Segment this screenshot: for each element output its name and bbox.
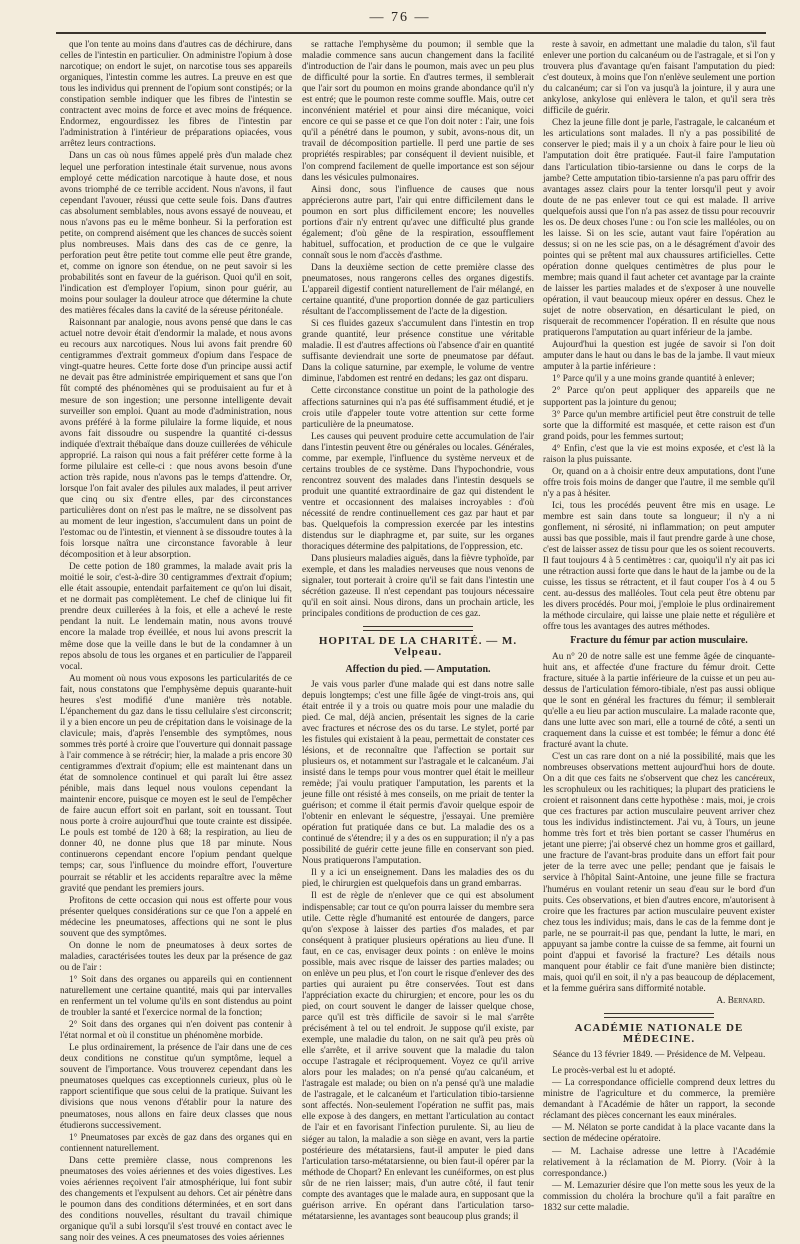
paragraph: Au n° 20 de notre salle est une femme âgée de cinquante-huit ans, et affectée d'une fracture du fémur droit. Cette fracture, située à la partie inférieure de la cuisse et un peu au-dessus de l'articulation fémoro-tibiale, n'est pas aussi oblique que le sont en général les fractures du fémur; il semblerait qu'elle a eu lieu par action musculaire. La malade raconte que, dans une lutte avec son mari, elle a tourné de côté, a senti un craquement dans la cuisse et est tombée; le fémur a donc été fracturé avant la chute.	[543, 651, 775, 750]
paragraph: — M. Lemazurier désire que l'on mette sous les yeux de la commission du choléra la brochure qu'il a fait paraître en 1832 sur cette maladie.	[543, 1180, 775, 1213]
paragraph: 1° Parce qu'il y a une moins grande quantité à enlever;	[552, 374, 755, 385]
header-rule	[56, 32, 766, 34]
paragraph: — La correspondance officielle comprend deux lettres du ministre de l'agriculture et du commerce, la première demandant à l'Académie de hâter un rapport, la seconde réclamant des pièces concernant les eaux minérales.	[543, 1078, 775, 1122]
paragraph: Ici, tous les procédés peuvent être mis en usage. Le membre est sain dans toute sa longueur; il n'y a ni gonflement, ni sérosité, ni inflammation; on peut amputer aussi bas que possible, mais il faut prendre garde à une chose, c'est de laisser assez de tissu pour que les os soient recouverts. Il faut toujours 4 à 5 centimètres : car, quoiqu'il n'y ait pas ici une rétraction aussi forte que dans le haut de la jambe ou de la cuisse, les tissus se rétractent, et il faut couper l'os à 4 ou 5 cent. au-dessus des malléoles. Tout cela peut être obtenu par les divers procédés. Pour moi, j'emploie le plus ordinairement la méthode circulaire, qui laisse une plaie nette et régulière et offre tous les avantages des autres méthodes.	[543, 500, 775, 633]
paragraph: Ainsi donc, sous l'influence de causes que nous apprécierons autre part, l'air qui entre difficilement dans le poumon en sort plus difficilement encore; les nouvelles portions d'air n'y entrent qu'avec une difficulté plus grande également; d'où gêne de la respiration, essoufflement habituel, suffocation, et production de ce que le vulgaire connaît sous le nom d'accès d'asthme.	[302, 184, 534, 261]
paragraph: Profitons de cette occasion qui nous est offerte pour vous présenter quelques considérations sur ce que l'on a appelé en médecine les pneumatoses, affections qui ne sont le plus souvent que des symptômes.	[60, 895, 292, 939]
page-number: — 76 —	[369, 10, 431, 25]
paragraph: 2° Soit dans des organes qui n'en doivent pas contenir à l'état normal et où il constitue un phénomène morbide.	[60, 1020, 292, 1042]
signature: A. Bernard.	[716, 995, 765, 1006]
column-3	[543, 40, 775, 1213]
paragraph: C'est un cas rare dont on a nié la possibilité, mais que les nombreuses observations mettent aujourd'hui hors de doute. On a dit que ces faits ne s'observent que chez les cancéreux, les scrophuleux ou les rachitiques; la plupart des praticiens le croient et raisonnent dans cette hypothèse : mais, moi, je crois que ces fractures par action musculaire peuvent arriver chez tous les individus indistinctement. J'ai vu, à Tours, un jeune homme très fort et très bien portant se casser l'humérus en jetant une pierre; j'ai observé chez un homme gros et gaillard, une fracture de l'avant-bras produite dans un effort fait pour jeter de la terre avec une pelle; pendant que je faisais le service à l'hôpital Saint-Antoine, une jeune fille se fractura l'humérus en voulant retenir un seau d'eau sur le bord d'un puits. Ces observations, et bien d'autres encore, m'autorisent à croire que les fractures par action musculaire peuvent exister chez tous les individus; mais, dans le cas de la femme dont je parle, ne se pourrait-il pas que, pendant la lutte, le mari, en appuyant sa jambe contre la cuisse de sa femme, ait fourni un point d'appui et favorisé la fracture? Les détails nous manquent pour établir ce fait d'une manière bien distincte; mais, quoi qu'il en soit, il n'y a pas beaucoup de déplacement, et la femme guérira sans difformité notable.	[543, 751, 775, 994]
paragraph: De cette potion de 180 grammes, la malade avait pris la moitié le soir, c'est-à-dire 30 centigrammes d'extrait d'opium; elle était assoupie, entendait parfaitement ce qu'on lui disait, et ne dormait pas complètement. Le chef de clinique lui fit prendre deux cuillerées à la fois, et elle a achevé le reste pendant la nuit. Le lendemain matin, nous avons trouvé encore la malade trop éveillée, et nous lui avons prescrit la même dose que la veille dans le but de la condamner à un repos absolu de tous les organes et en particulier de l'appareil vocal.	[60, 562, 292, 672]
paragraph: 3° Parce qu'un membre artificiel peut être construit de telle sorte que la difformité est masquée, et cette raison est d'un grand poids, pour les femmes surtout;	[543, 409, 775, 442]
paragraph: 4° Enfin, c'est que la vie est moins exposée, et c'est là la raison la plus puissante.	[543, 443, 775, 465]
paragraph: Il y a ici un enseignement. Dans les maladies des os du pied, le chirurgien est quelquefois dans un grand embarras.	[302, 868, 534, 890]
paragraph: Le plus ordinairement, la présence de l'air dans une de ces deux conditions ne constitue qu'un symptôme, lequel a souvent de l'importance. Vous trouverez cependant dans les pneumatoses quelques cas exceptionnels curieux, plus où le rapport scientifique que sous celui de la pratique. Suivant les divisions que nous venons d'établir pour la nature des pneumatoses, nous allons en faire deux classes que nous étudierons successivement.	[60, 1043, 292, 1131]
section-ornament	[302, 624, 534, 630]
section-title: HOPITAL DE LA CHARITÉ. — M. Velpeau.	[318, 635, 518, 659]
paragraph: Cette circonstance constitue un point de la pathologie des affections saturnines qui n'a pas été suffisamment étudié, et je crois utile d'appeler toute votre attention sur cette forme particulière de la pneumatose.	[302, 386, 534, 430]
paragraph: 1° Soit dans des organes ou appareils qui en contiennent naturellement une certaine quantité, mais qui par intervalles en renferment un tel volume qu'ils en sont distendus au point de troubler la santé et l'exercice normal de la fonction;	[60, 974, 292, 1019]
paragraph: On donne le nom de pneumatoses à deux sortes de maladies, caractérisées toutes les deux par la présence de gaz ou de l'air :	[60, 940, 292, 973]
paragraph: 2° Parce qu'on peut appliquer des appareils que ne supportent pas la jointure du genou;	[543, 386, 775, 408]
paragraph: Dans plusieurs maladies aiguës, dans la fièvre typhoïde, par exemple, et dans les maladies nerveuses que nous venons de signaler, tout porterait à croire qu'il se fait dans l'intestin une sécrétion gazeuse. Il n'est cependant pas toujours nécessaire qu'il en soit ainsi. Nous dirons, dans un prochain article, les principales conditions de production de ces gaz.	[302, 554, 534, 620]
section-title: Fracture du fémur par action musculaire.	[570, 635, 748, 647]
paragraph: Dans cette première classe, nous comprenons les pneumatoses des voies aériennes et des voies digestives. Les voies aériennes reçoivent l'air atmosphérique, lui font subir des changements et l'expulsent au dehors. Cet air pénètre dans le poumon dans des conditions déterminées, et en sort dans des conditions nouvelles, résultant du travail chimique organique qu'il a subi lorsqu'il s'est trouvé en contact avec le sang noir des veines. A ces pneumatoses des voies aériennes	[60, 1155, 292, 1244]
paragraph: Le procès-verbal est lu et adopté.	[552, 1066, 676, 1077]
paragraph: Or, quand on a à choisir entre deux amputations, dont l'une offre trois fois moins de danger que l'autre, il me semble qu'il n'y a pas à hésiter.	[543, 466, 775, 499]
paragraph: Dans un cas où nous fûmes appelé près d'un malade chez lequel une perforation intestinale était survenue, nous avons employé cette médication narcotique à haute dose, et nous avons triomphé de ce terrible accident. Nous n'avons, il faut cependant l'avouer, réussi que cette seule fois. Dans d'autres cas absolument semblables, nous avons essayé de nouveau, et nous n'avons pas eu le même bonheur. Si la perforation est petite, on comprend aisément que les chances de succès soient plus nombreuses. Mais dans des cas de ce genre, la perforation peut être petite tout comme elle peut être grande, et, comme on ignore son étendue, on ne peut savoir si les probabilités sont en faveur de la guérison. Quoi qu'il en soit, l'indication est d'employer l'opium, sinon pour guérir, au moins pour soulager la douleur atroce que détermine la chute des matières fécales dans la cavité de la séreuse péritonéale.	[60, 151, 292, 317]
paragraph: — M. Lachaise adresse une lettre à l'Académie relativement à la réclamation de M. Piorry. (Voir à la correspondance.)	[543, 1146, 775, 1179]
paragraph: Il est de règle de n'enlever que ce qui est absolument indispensable; car tout ce qu'on pourra laisser du membre sera utile. Cette règle d'humanité est entourée de dangers, parce qu'on s'expose à laisser des parties d'os malades, et par conséquent à pratiquer plusieurs opérations au lieu d'une. Il faut, en ce cas, envisager deux points : on enlève le moins possible, mais avec risque de laisser des parties malades; ou on enlève un peu plus, et l'on court le risque d'enlever des des parties qui auraient pu être conservées. Tout est dans l'appréciation exacte du chirurgien; et encore, pour les os du pied, on court souvent le danger de laisser quelque chose, parce qu'il est très difficile de savoir si le mal s'arrête précisément à tel ou tel endroit. Je suppose qu'il existe, par exemple, une maladie du talon, on ne sait qu'à peu près où elle s'arrête, et il arrive souvent que la maladie du talon occupe l'astragale et réciproquement. Voyez ce qu'il arrive alors pour les malades; on n'a pensé qu'au calcanéum, et l'astragale est malade; ou bien on n'a pensé qu'à une maladie de l'astragale, et le calcanéum et l'articulation tibio-tarsienne sont affectés. Non-seulement l'opération ne suffit pas, mais elle expose à des dangers, en mettant l'articulation au contact de l'air et en favorisant l'infection purulente. Si, au lieu de siéger au talon, la maladie a son siège en avant, vers la partie postérieure des métatarsiens, faut-il amputer le pied dans l'articulation tarso-métatarsienne, ou bien faut-il opérer par la méthode de Chopart? En enlevant les cunéiformes, on est plus sûr de ne rien laisser; mais, d'un autre côté, il faut tenir compte des avantages que le malade aura, en supposant que la guérison arrive. En opérant dans l'articulation tarso-métatarsienne, les avantages sont beaucoup plus grands; il	[302, 891, 534, 1222]
paragraph: Raisonnant par analogie, nous avons pensé que dans le cas actuel notre devoir était d'endormir la malade, et nous avons eu recours aux narcotiques. Nous lui avons fait prendre 60 centigrammes d'extrait gommeux d'opium dans l'espace de vingt-quatre heures. Cette forte dose d'un principe aussi actif ne devait pas être administrée empiriquement et sans que l'on fût compté des phénomènes qui se produisaient au fur et à mesure de son ingestion; une personne intelligente devait surveiller son emploi. Quant au mode d'administration, nous avons préféré à la forme pilulaire la forme liquide, et nous avons fait dissoudre ou suspendre la quantité ci-dessus indiquée d'extrait thébaïque dans douze cuillerées de véhicule approprié. La raison qui nous a fait préférer cette forme à la forme pilulaire est celle-ci : que nous avons besoin d'une action très rapide, nous n'avons pas le temps d'attendre. Or, lorsque l'on fait avaler des pilules aux malades, il peut arriver que cinq ou six d'entre elles, par des circonstances particulières dont on n'est pas le maître, ne se dissolvent pas au moment de leur ingestion, s'accumulent dans un point de l'estomac ou de l'intestin, et viennent à se dissoudre toutes à la fois lorsque naîtra une circonstance favorable à leur décomposition et à leur absorption.	[60, 318, 292, 561]
column-1	[60, 40, 293, 1244]
paragraph: 1° Pneumatoses par excès de gaz dans des organes qui en contiennent naturellement.	[60, 1132, 292, 1154]
academy-title: ACADÉMIE NATIONALE DE MÉDECINE.	[574, 1022, 744, 1046]
paragraph: Si ces fluides gazeux s'accumulent dans l'intestin en trop grande quantité, leur présence constitue une véritable maladie. Il est d'autres affections où l'absence d'air en quantité suffisante deviendrait une sorte de pneumatose par défaut. Dans la colique saturnine, par exemple, le volume de ventre diminue, l'abdomen est rentré en dedans; les gaz ont disparu.	[302, 319, 534, 385]
paragraph: Aujourd'hui la question est jugée de savoir si l'on doit amputer dans le haut ou dans le bas de la jambe. Il vaut mieux amputer à la partie inférieure :	[543, 340, 775, 373]
col1-body	[60, 40, 292, 1244]
paragraph: Au moment où nous vous exposons les particularités de ce fait, nous constatons que l'emphysème depuis quarante-huit heures s'est modifié d'une manière très notable. L'épanchement du gaz dans le tissu cellulaire s'est circonscrit; il y a bien encore un peu de crépitation dans le voisinage de la clavicule; mais, d'après l'ensemble des symptômes, nous sommes très porté à croire que l'ouverture qui donnait passage à l'air commence à se rétrécir; hier, la malade a pris encore 30 centigrammes d'extrait d'opium; elle est maintenant dans un état de somnolence continuel et qui paraît lui être assez pénible, mais dans lequel nous voulons cependant la maintenir encore, puisque ce moyen est le seul de l'empêcher de faire aucun effort soit en parlant, soit en toussant. Tout nous porte à croire aujourd'hui que toute crainte est dissipée. Le pouls est tombé de 120 à 68; la respiration, au lieu de donner 40, ne donne plus que 18 par minute. Nous continuerons cependant encore l'opium pendant quelque temps; car, sous l'influence du moindre effort, l'ouverture pourrait se rétablir et les accidents reparaître avec la même gravité que pendant les premiers jours.	[60, 673, 292, 894]
paragraph: Les causes qui peuvent produire cette accumulation de l'air dans l'intestin peuvent être ou générales ou locales. Générales, comme, par exemple, l'influence du système nerveux et de certains troubles de ce système. Dans l'hypochondrie, vous rencontrez souvent des malades dans l'intestin desquels se produit une quantité extraordinaire de gaz qui distendent le ventre et occasionnent des malaises incroyables : d'où nécessité de rendre continuellement ces gaz par haut et par bas. Quelquefois la compression exercée par les intestins distendus sur le diaphragme et, par suite, sur les organes thoraciques détermine des palpitations, de l'oppression, etc.	[302, 431, 534, 553]
paragraph: reste à savoir, en admettant une maladie du talon, s'il faut enlever une portion du calcanéum ou de l'astragale, et si l'on y trouvera plus d'avantage qu'en faisant l'amputation du pied: c'est douteux, à moins que l'on n'enlève seulement une portion du calcanéum; car si l'on va jusqu'à la jointure, il y aura une ankylose, ankylose qui enlèvera le talon, et qu'il sera très difficile de guérir.	[543, 40, 775, 117]
paragraph: que l'on tente au moins dans d'autres cas de déchirure, dans celles de l'intestin en particulier. On administre l'opium à dose narcotique; on endort le sujet, on narcotise tous ses appareils organiques, l'intestin comme les autres. La preuve en est que tous les individus qui prennent de l'opium sont constipés; or la constipation semble indiquer que les fibres de l'intestin se contractent avec moins de force et avec moins de fréquence. Endormez, engourdissez les fibres de l'intestin par l'administration à l'intérieur de préparations opiacées, vous arrêtez leurs contractions.	[60, 40, 293, 150]
paragraph: Je vais vous parler d'une malade qui est dans notre salle depuis longtemps; c'est une fille âgée de vingt-trois ans, qui était entrée il y a trois ou quatre mois pour une maladie du pied. Ce mal, déjà ancien, présentait les signes de la carie avec fractures et nécrose des os du tarse. Le stylet, porté par les fistules qui existaient à la peau, permettait de constater ces lésions, et de reconnaître que l'affection se portait sur plusieurs os, et notamment sur l'astragale et le calcanéum. J'ai insisté dans le temps pour vous montrer quel était le meilleur remède; j'ai voulu pratiquer l'amputation, les parents et la jeune fille ont résisté à mes conseils, on me priait de tenter la guérison; et comme il était permis d'avoir quelque espoir de l'obtenir en enlevant le séquestre, j'essayai. Une première opération fut pratiquée dans ce but. La maladie des os a continué de s'étendre; il y a des os en suppuration; il n'y a pas possibilité de guérir cette jeune fille en conservant son pied. Nous pratiquerons l'amputation.	[302, 679, 534, 867]
paragraph: se rattache l'emphysème du poumon; il semble que la maladie commence sans aucun changement dans la facilité d'introduction de l'air dans le poumon, mais avec un peu plus de difficulté pour la sortie. En d'autres termes, il semblerait que l'air sort du poumon en moins grande abondance qu'il n'y est entré; que le poumon reste comme souffle. Mais, outre cet inconvénient matériel et pour ainsi dire mécanique, voici encore ce qui se passe et ce que l'on doit noter : l'air, une fois qu'il a pénétré dans le poumon, y subit, avons-nous dit, un travail de décomposition partielle. Il perd une partie de ses propriétés respirables; par conséquent il devient nuisible, et l'on comprend facilement de quelle importance est son séjour dans les vésicules pulmonaires.	[302, 40, 534, 183]
paragraph: — M. Nélaton se porte candidat à la place vacante dans la section de médecine opératoire.	[543, 1123, 775, 1145]
subsection-title: Affection du pied. — Amputation.	[345, 663, 491, 675]
section-ornament	[543, 1011, 775, 1017]
column-2	[302, 40, 534, 1222]
paragraph: Dans la deuxième section de cette première classe des pneumatoses, nous rangerons celles des organes digestifs. L'appareil digestif contient naturellement de l'air mélangé, en certaine quantité, d'une proportion donnée de gaz particuliers résultant de l'accomplissement de l'acte de la digestion.	[302, 262, 534, 318]
session-line: Séance du 13 février 1849. — Présidence de M. Velpeau.	[552, 1050, 766, 1061]
paragraph: Chez la jeune fille dont je parle, l'astragale, le calcanéum et les articulations sont malades. Il n'y a pas possibilité de conserver le pied; mais il y a un choix à faire pour le lieu où l'amputation doit être pratiquée. Faut-il faire l'amputation dans l'articulation tibio-tarsienne ou dans le corps de la jambe? Cette amputation tibio-tarsienne n'a pas paru offrir des avantages assez clairs pour la tenter lorsqu'il peut y avoir doute de ne pas enlever tout ce qui est malade. Il arrive quelquefois aussi que l'on n'a pas assez de tissu pour recouvrir les os. De deux choses l'une : ou l'on scie les malléoles, ou on les laisse. Si on les scie, autant vaut faire l'opération au dessus; si on ne les scie pas, on a le désagrément d'avoir des pointes qui se prêtent mal aux chaussures artificielles. Cette opération donne quelques centimètres de plus pour le membre; mais quand il faut acheter cet avantage par la crainte de laisser les parties malades et de s'exposer à une nouvelle opération, il vaut beaucoup mieux opérer en dessus. Chez le sujet de notre observation, en désarticulant le pied, on risquerait de recommencer l'opération. Il en résulte que nous pratiquerons l'amputation au quart inférieur de la jambe.	[543, 118, 775, 339]
